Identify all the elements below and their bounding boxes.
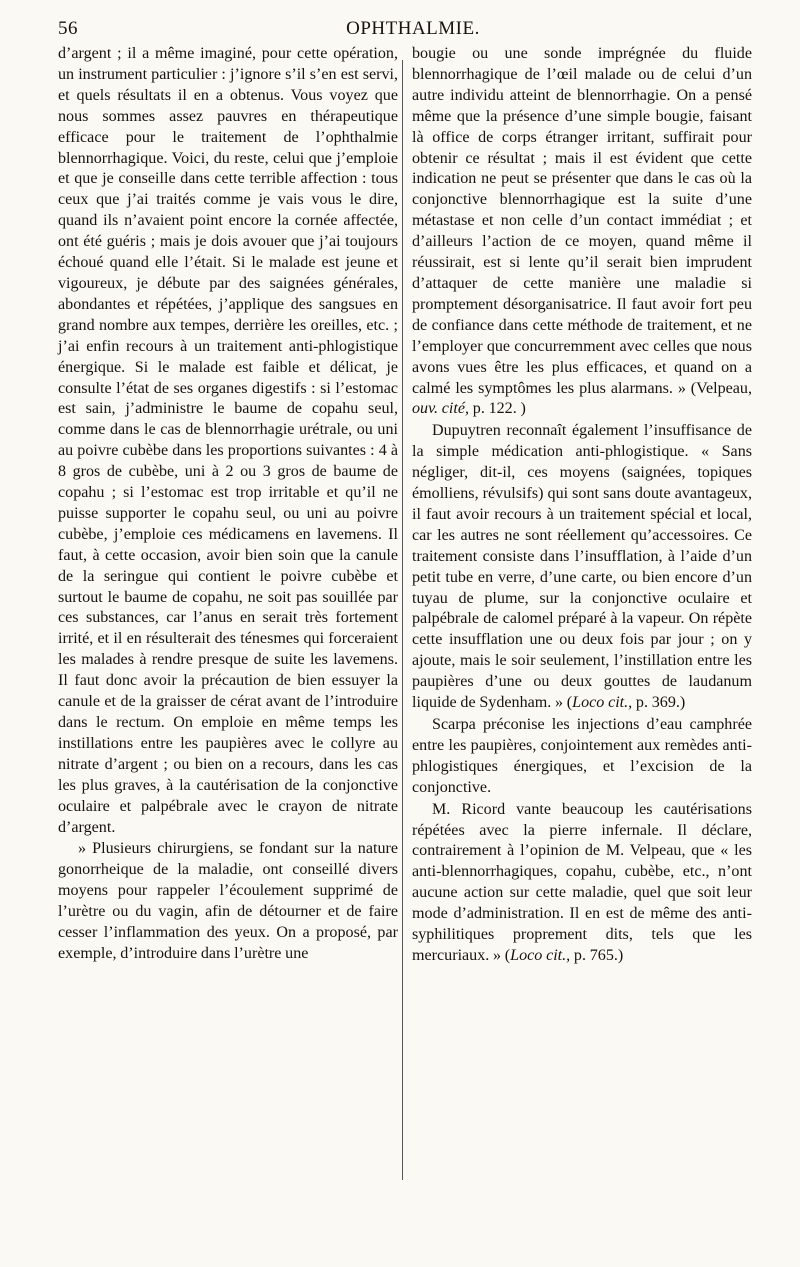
right-paragraph-1 bbox=[412, 44, 752, 420]
right-paragraph-3: Scarpa préconise les injections d’eau camphrée entre les paupières, conjointement aux remèdes anti-phlogistiques énergiques, et l’excision de la conjonctive. bbox=[412, 716, 752, 796]
page-number: 56 bbox=[58, 18, 78, 39]
page-header bbox=[58, 18, 768, 44]
citation: ouv. cité, bbox=[412, 400, 470, 418]
left-paragraph-1: d’argent ; il a même imaginé, pour cette opération, un instrument particulier : j’ignore s’il s’en est servi, et quels résultats il en a obtenus. Vous voyez que nous sommes assez pauvres en thérapeutique efficace pour le traitement de l’ophthalmie blennorrhagique. Voici, du reste, celui que j’emploie et que je conseille dans cette terrible affection : tous ceux que j’ai traités comme je vais vous le dire, quand ils n’avaient point encore la cornée affectée, ont été guéris ; mais je dois avouer que j’ai toujours échoué quand elle l’était. Si le malade est jeune et vigoureux, je débute par des saignées générales, abondantes et répétées, j’applique des sangsues en grand nombre aux tempes, derrière les oreilles, etc. ; j’ai enfin recours à un traitement anti-phlogistique énergique. Si le malade est faible et délicat, je consulte l’état de ses organes digestifs : si l’estomac est sain, j’administre le baume de copahu seul, comme dans le cas de blennorrhagie urétrale, ou uni au poivre cubèbe dans les proportions suivantes : 4 à 8 gros de cubèbe, uni à 2 ou 3 gros de baume de copahu ; si l’estomac est trop irritable et qu’il ne puisse supporter le copahu seul, ou uni au poivre cubèbe, j’emploie ces médicamens en lavemens. Il faut, à cette occasion, avoir bien soin que la canule de la seringue qui contient le poivre cubèbe et surtout le baume de copahu, ne soit pas souillée par ces substances, car l’anus en serait très fortement irrité, et il en résulterait des ténesmes qui forceraient les malades à rendre presque de suite les lavemens. Il faut donc avoir la précaution de bien essuyer la canule et de la graisser de cérat avant de l’introduire dans le rectum. On emploie en même temps les instillations entre les paupières avec le collyre au nitrate d’argent ; ou bien on a recours, dans les cas les plus graves, à la cautérisation de la conjonctive oculaire et palpébrale avec le crayon de nitrate d’argent. bbox=[58, 45, 398, 836]
paragraph-text: M. Ricord vante beaucoup les cautérisations répétées avec la pierre infernale. Il déclare, contrairement à l’opinion de M. Velpeau, que « les anti-blennorrhagiques, copahu, cubèbe, etc., n’ont aucune action sur cette maladie, quel que soit leur mode d’administration. Il en est de même des anti-syphilitiques proprement dits, tels que les mercuriaux. » ( bbox=[412, 800, 752, 964]
right-column bbox=[412, 44, 752, 967]
paragraph-text: bougie ou une sonde imprégnée du fluide blennorrhagique de l’œil malade ou de celui d’un autre individu atteint de blennorrhagie. On a pensé même que la présence d’une simple bougie, faisant là office de corps étranger irritant, suffirait pour obtenir ce résultat ; mais il est évident que cette indication ne peut se présenter que dans le cas où la conjonctive blennorrhagique est la suite d’une métastase et non celle d’un contact immédiat ; et d’ailleurs l’action de ce moyen, quand même il réussirait, est si lente qu’il serait bien imprudent d’attaquer de cette manière une maladie si promptement désorganisatrice. Il faut avoir fort peu de confiance dans cette méthode de traitement, et ne l’employer que concurremment avec celles que nous avons vues être les plus efficaces, et quand on a calmé les symptômes les plus alarmans. » (Velpeau, bbox=[412, 45, 752, 397]
paragraph-text: Dupuytren reconnaît également l’insuffisance de la simple médication anti-phlogistique. « Sans négliger, dit-il, ces moyens (saignées, topiques émolliens, révulsifs) qui sont sans doute avantageux, il faut avoir recours à un traitement spécial et local, car les autres ne sont réellement qu’accessoires. Ce traitement consiste dans l’insufflation, à l’aide d’un petit tube en verre, d’une carte, ou bien encore d’un tuyau de plume, sur la conjonctive oculaire et palpébrale de calomel préparé à la vapeur. On répète cette insufflation une ou deux fois par jour ; on y ajoute, mais le soir seulement, l’instillation entre les paupières d’une ou deux gouttes de laudanum liquide de Sydenham. » ( bbox=[412, 422, 752, 712]
citation: Loco cit., bbox=[510, 946, 571, 964]
right-paragraph-2 bbox=[412, 421, 752, 714]
left-column bbox=[58, 44, 398, 965]
right-paragraph-4 bbox=[412, 800, 752, 967]
citation-page: p. 122. ) bbox=[469, 400, 526, 418]
citation: Loco cit., bbox=[572, 694, 633, 712]
running-title: OPHTHALMIE. bbox=[346, 18, 480, 39]
citation-page: p. 369.) bbox=[632, 694, 686, 712]
citation-page: p. 765.) bbox=[570, 946, 624, 964]
left-paragraph-2: » Plusieurs chirurgiens, se fondant sur la nature gonorrheique de la maladie, ont conseillé divers moyens pour rappeler l’écoulement supprimé de l’urètre ou du vagin, afin de détourner et de faire cesser l’inflammation des yeux. On a proposé, par exemple, d’introduire dans l’urètre une bbox=[58, 840, 398, 962]
column-divider bbox=[402, 60, 403, 1180]
